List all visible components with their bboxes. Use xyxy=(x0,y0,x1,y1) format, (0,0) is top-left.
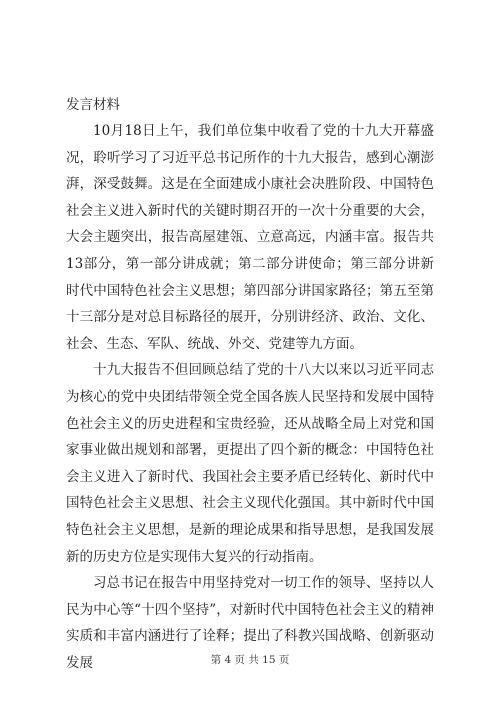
paragraph-1: 10月18日上午，我们单位集中收看了党的十九大开幕盛况，聆听学习了习近平总书记所作的十九大报告，感到心潮澎湃，深受鼓舞。这是在全面建成小康社会决胜阶段、中国特色社会主义进入新时代的关键时期召开的一次十分重要的大会，大会主题突出，报告高屋建瓴、立意高远，内涵丰富。报告共13部分，第一部分讲成就；第二部分讲使命；第三部分讲新时代中国特色社会主义思想；第四部分讲国家路径；第五至第十三部分是对总目标路径的展开，分别讲经济、政治、文化、社会、生态、军队、统战、外交、党建等九方面。 xyxy=(66,123,434,352)
page-number-footer: 第 4 页 共 15 页 xyxy=(210,654,290,666)
document-body xyxy=(66,92,434,676)
paragraph-2: 十九大报告不但回顾总结了党的十八大以来以习近平同志为核心的党中央团结带领全党全国各族人民坚持和发展中国特色社会主义的历史进程和宝贵经验，还从战略全局上对党和国家事业做出规划和部署，更提出了四个新的概念：中国特色社会主义进入了新时代、我国社会主要矛盾已经转化、新时代中国特色社会主义思想、社会主义现代化强国。其中新时代中国特色社会主义思想，是新的理论成果和指导思想，是我国发展新的历史方位是实现伟大复兴的行动指南。 xyxy=(66,362,434,565)
paragraph-3: 习总书记在报告中用坚持党对一切工作的领导、坚持以人民为中心等“十四个坚持”，对新时代中国特色社会主义的精神实质和丰富内涵进行了诠释；提出了科教兴国战略、创新驱动发展 xyxy=(66,575,434,671)
document-heading: 发言材料 xyxy=(66,97,120,113)
